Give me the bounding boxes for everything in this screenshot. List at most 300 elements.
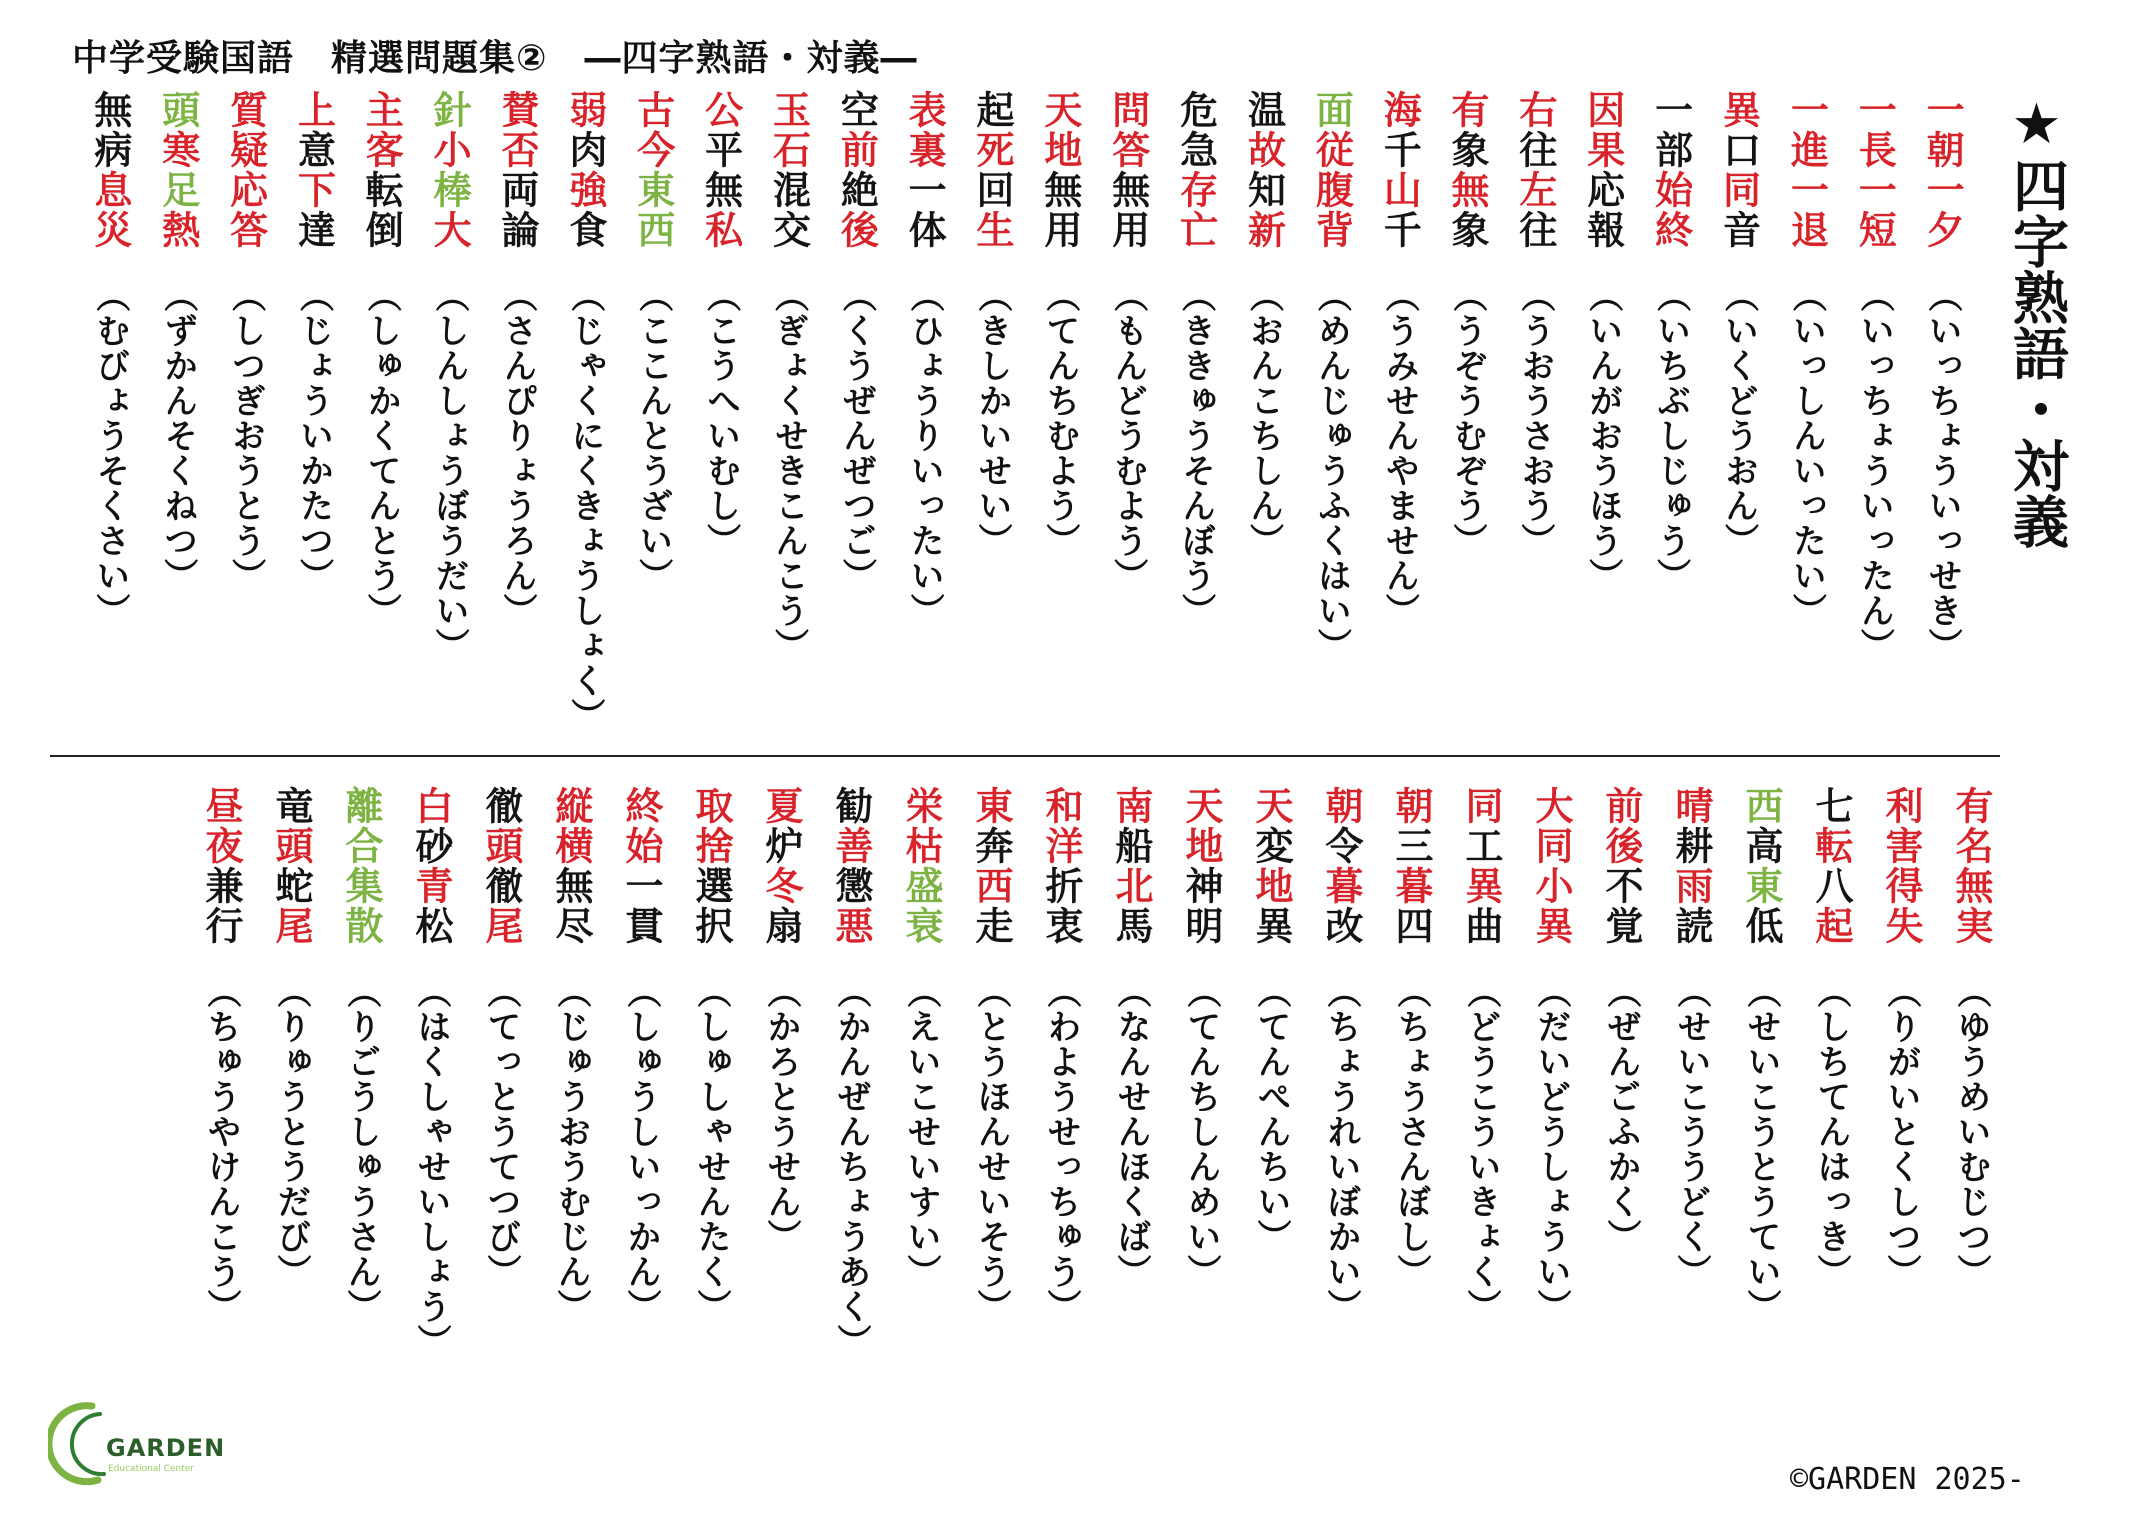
idiom-reading: （いちぶしじゅう） xyxy=(1650,278,1691,593)
idiom-char: 八 xyxy=(1809,866,1853,906)
idiom-word xyxy=(1741,786,1781,946)
idiom-char: 有 xyxy=(1445,90,1490,130)
idiom-char: 盛 xyxy=(899,866,943,906)
idiom-char: 地 xyxy=(1179,826,1223,866)
idiom-entry xyxy=(619,90,687,670)
idiom-reading: （さんぴりょうろん） xyxy=(497,278,538,628)
idiom-char: 択 xyxy=(689,906,733,946)
idiom-word xyxy=(1105,90,1150,250)
idiom-word xyxy=(1784,90,1829,250)
idiom-char: 白 xyxy=(409,786,453,826)
idiom-word xyxy=(271,786,311,946)
idiom-entry xyxy=(186,786,256,1324)
idiom-char: 衰 xyxy=(899,906,943,946)
idiom-char: 転 xyxy=(1809,826,1853,866)
idiom-reading: （せいこううどく） xyxy=(1671,974,1711,1289)
idiom-reading: （もんどうむよう） xyxy=(1107,278,1148,593)
idiom-char: 上 xyxy=(291,90,336,130)
idiom-char: 洋 xyxy=(1039,826,1083,866)
idiom-char: 徹 xyxy=(479,866,523,906)
idiom-word xyxy=(562,90,607,250)
idiom-char: 前 xyxy=(1599,786,1643,826)
idiom-char: 危 xyxy=(1173,90,1218,130)
idiom-char: 平 xyxy=(698,130,743,170)
idiom-entry xyxy=(1094,90,1162,670)
idiom-char: 選 xyxy=(689,866,733,906)
idiom-char: 覚 xyxy=(1599,906,1643,946)
idiom-reading: （なんせんほくば） xyxy=(1111,974,1151,1289)
idiom-word xyxy=(1309,90,1354,250)
idiom-char: 腹 xyxy=(1309,170,1354,210)
idiom-char: 得 xyxy=(1879,866,1923,906)
idiom-char: 災 xyxy=(87,210,132,250)
idiom-entry xyxy=(1908,90,1976,670)
idiom-word xyxy=(1241,90,1286,250)
idiom-char: 一 xyxy=(1648,90,1693,130)
idiom-char: 松 xyxy=(409,906,453,946)
idiom-char: 口 xyxy=(1716,130,1761,170)
idiom-reading: （むびょうそくさい） xyxy=(89,278,130,628)
idiom-entry xyxy=(1162,90,1230,670)
idiom-char: 七 xyxy=(1809,786,1853,826)
idiom-char: 東 xyxy=(630,170,675,210)
idiom-char: 部 xyxy=(1648,130,1693,170)
idiom-char: 実 xyxy=(1949,906,1993,946)
idiom-char: 南 xyxy=(1109,786,1153,826)
idiom-word xyxy=(831,786,871,946)
idiom-char: 扇 xyxy=(759,906,803,946)
idiom-entry xyxy=(1297,90,1365,670)
idiom-char: 質 xyxy=(223,90,268,130)
idiom-char: 知 xyxy=(1241,170,1286,210)
idiom-char: 用 xyxy=(1105,210,1150,250)
idiom-char: 空 xyxy=(834,90,879,130)
idiom-char: 往 xyxy=(1512,130,1557,170)
idiom-char: 交 xyxy=(766,210,811,250)
idiom-word xyxy=(341,786,381,946)
idiom-char: 集 xyxy=(339,866,383,906)
idiom-char: 低 xyxy=(1739,906,1783,946)
idiom-entry xyxy=(816,786,886,1359)
idiom-reading: （めんじゅうふくはい） xyxy=(1311,278,1352,663)
idiom-word xyxy=(359,90,404,250)
idiom-entry xyxy=(1026,786,1096,1324)
idiom-char: 同 xyxy=(1459,786,1503,826)
idiom-char: 無 xyxy=(1949,866,1993,906)
idiom-entry xyxy=(1936,786,2006,1306)
idiom-char: 昼 xyxy=(199,786,243,826)
idiom-reading: （てんぺんちい） xyxy=(1251,974,1291,1254)
idiom-char: 西 xyxy=(1739,786,1783,826)
idiom-char: 頭 xyxy=(479,826,523,866)
idiom-reading: （おんこちしん） xyxy=(1243,278,1284,558)
idiom-reading: （しゅうしいっかん） xyxy=(621,974,661,1324)
idiom-char: 強 xyxy=(562,170,607,210)
idiom-entry xyxy=(1230,90,1298,670)
idiom-word xyxy=(971,786,1011,946)
idiom-reading: （てんちむよう） xyxy=(1039,278,1080,558)
idiom-char: 有 xyxy=(1949,786,1993,826)
idiom-entry xyxy=(687,90,755,670)
idiom-word xyxy=(1321,786,1361,946)
idiom-entry xyxy=(415,90,483,670)
idiom-char: 一 xyxy=(1920,170,1965,210)
idiom-entry xyxy=(1726,786,1796,1324)
idiom-char: 象 xyxy=(1445,130,1490,170)
idiom-char: 短 xyxy=(1852,210,1897,250)
idiom-entry xyxy=(212,90,280,670)
idiom-char: 西 xyxy=(969,866,1013,906)
idiom-char: 左 xyxy=(1512,170,1557,210)
idiom-entry xyxy=(1166,786,1236,1306)
idiom-reading: （りゅうとうだび） xyxy=(271,974,311,1289)
idiom-char: 同 xyxy=(1716,170,1761,210)
header-topic: ―四字熟語・対義― xyxy=(584,38,918,79)
idiom-char: 曲 xyxy=(1459,906,1503,946)
idiom-reading: （いっしんいったい） xyxy=(1786,278,1827,628)
idiom-entry xyxy=(1569,90,1637,670)
idiom-entry xyxy=(1586,786,1656,1306)
section-divider xyxy=(50,755,2000,757)
idiom-char: 天 xyxy=(1249,786,1293,826)
idiom-char: 北 xyxy=(1109,866,1153,906)
idiom-word xyxy=(621,786,661,946)
idiom-reading: （りごうしゅうさん） xyxy=(341,974,381,1324)
idiom-char: 棒 xyxy=(427,170,472,210)
idiom-reading: （ゆうめいむじつ） xyxy=(1951,974,1991,1289)
idiom-char: 転 xyxy=(359,170,404,210)
idiom-entry xyxy=(396,786,466,1359)
idiom-entry xyxy=(1096,786,1166,1306)
idiom-char: 山 xyxy=(1377,170,1422,210)
idiom-char: 果 xyxy=(1580,130,1625,170)
idiom-entry xyxy=(1516,786,1586,1324)
idiom-char: 取 xyxy=(689,786,733,826)
idiom-char: 死 xyxy=(970,130,1015,170)
idiom-char: 報 xyxy=(1580,210,1625,250)
idiom-word xyxy=(1173,90,1218,250)
idiom-entry xyxy=(1796,786,1866,1306)
idiom-char: 石 xyxy=(766,130,811,170)
idiom-char: 疑 xyxy=(223,130,268,170)
idiom-char: 東 xyxy=(1739,866,1783,906)
idiom-reading: （ちゅうやけんこう） xyxy=(201,974,241,1324)
idiom-char: 急 xyxy=(1173,130,1218,170)
idiom-word xyxy=(551,786,591,946)
idiom-char: 下 xyxy=(291,170,336,210)
idiom-char: 始 xyxy=(619,826,663,866)
idiom-char: 起 xyxy=(1809,906,1853,946)
idiom-row-upper xyxy=(76,90,1976,733)
idiom-char: 一 xyxy=(1784,170,1829,210)
idiom-char: 勧 xyxy=(829,786,873,826)
idiom-reading: （どうこういきょく） xyxy=(1461,974,1501,1324)
idiom-char: 暮 xyxy=(1389,866,1433,906)
idiom-char: 懲 xyxy=(829,866,873,906)
idiom-char: 小 xyxy=(1529,866,1573,906)
idiom-char: 私 xyxy=(698,210,743,250)
idiom-word xyxy=(1377,90,1422,250)
idiom-char: 古 xyxy=(630,90,675,130)
idiom-word xyxy=(1811,786,1851,946)
idiom-reading: （いくどうおん） xyxy=(1718,278,1759,558)
idiom-entry xyxy=(280,90,348,670)
idiom-char: 明 xyxy=(1179,906,1223,946)
idiom-char: 無 xyxy=(1445,170,1490,210)
idiom-word xyxy=(1580,90,1625,250)
idiom-char: 砂 xyxy=(409,826,453,866)
idiom-reading: （ぜんごふかく） xyxy=(1601,974,1641,1254)
idiom-char: 異 xyxy=(1716,90,1761,130)
idiom-char: 温 xyxy=(1241,90,1286,130)
idiom-char: 主 xyxy=(359,90,404,130)
idiom-char: 縦 xyxy=(549,786,593,826)
idiom-char: 不 xyxy=(1599,866,1643,906)
idiom-char: 異 xyxy=(1459,866,1503,906)
idiom-char: 天 xyxy=(1037,90,1082,130)
idiom-entry xyxy=(1656,786,1726,1306)
idiom-char: 食 xyxy=(562,210,607,250)
idiom-word xyxy=(1648,90,1693,250)
idiom-reading: （しゅかくてんとう） xyxy=(361,278,402,628)
idiom-char: 天 xyxy=(1179,786,1223,826)
idiom-entry xyxy=(746,786,816,1306)
idiom-char: 賛 xyxy=(495,90,540,130)
idiom-char: 一 xyxy=(1852,170,1897,210)
idiom-word xyxy=(155,90,200,250)
idiom-entry xyxy=(466,786,536,1306)
idiom-entry xyxy=(956,786,1026,1324)
idiom-char: 変 xyxy=(1249,826,1293,866)
idiom-char: 蛇 xyxy=(269,866,313,906)
idiom-char: 炉 xyxy=(759,826,803,866)
idiom-char: 玉 xyxy=(766,90,811,130)
idiom-reading: （いっちょういっせき） xyxy=(1922,278,1963,663)
idiom-word xyxy=(427,90,472,250)
idiom-char: 雨 xyxy=(1669,866,1713,906)
idiom-entry xyxy=(347,90,415,670)
idiom-char: 起 xyxy=(970,90,1015,130)
idiom-char: 右 xyxy=(1512,90,1557,130)
idiom-char: 尾 xyxy=(269,906,313,946)
idiom-char: 一 xyxy=(902,170,947,210)
idiom-char: 四 xyxy=(1389,906,1433,946)
idiom-char: 小 xyxy=(427,130,472,170)
idiom-word xyxy=(1037,90,1082,250)
idiom-char: 音 xyxy=(1716,210,1761,250)
idiom-word xyxy=(1111,786,1151,946)
idiom-char: 工 xyxy=(1459,826,1503,866)
idiom-char: 否 xyxy=(495,130,540,170)
idiom-row-lower xyxy=(106,786,2006,1359)
idiom-char: 無 xyxy=(1105,170,1150,210)
idiom-char: 亡 xyxy=(1173,210,1218,250)
idiom-char: 合 xyxy=(339,826,383,866)
idiom-entry xyxy=(1433,90,1501,670)
idiom-reading: （ぎょくせきこんこう） xyxy=(768,278,809,663)
idiom-word xyxy=(1461,786,1501,946)
idiom-reading: （とうほんせいそう） xyxy=(971,974,1011,1324)
idiom-char: 馬 xyxy=(1109,906,1153,946)
idiom-reading: （ひょうりいったい） xyxy=(904,278,945,628)
idiom-char: 失 xyxy=(1879,906,1923,946)
idiom-char: 害 xyxy=(1879,826,1923,866)
idiom-char: 名 xyxy=(1949,826,1993,866)
idiom-entry xyxy=(1501,90,1569,670)
idiom-char: 論 xyxy=(495,210,540,250)
idiom-word xyxy=(902,90,947,250)
header-title: 中学受験国語 xyxy=(72,38,295,79)
idiom-char: 今 xyxy=(630,130,675,170)
idiom-reading: （ここんとうざい） xyxy=(632,278,673,593)
idiom-char: 表 xyxy=(902,90,947,130)
idiom-reading: （こうへいむし） xyxy=(700,278,741,558)
idiom-entry xyxy=(536,786,606,1324)
idiom-char: 針 xyxy=(427,90,472,130)
page-header xyxy=(72,30,918,80)
idiom-char: 走 xyxy=(969,906,1013,946)
idiom-word xyxy=(1041,786,1081,946)
idiom-char: 大 xyxy=(427,210,472,250)
idiom-char: 足 xyxy=(155,170,200,210)
idiom-char: 地 xyxy=(1249,866,1293,906)
idiom-char: 問 xyxy=(1105,90,1150,130)
idiom-reading: （しちてんはっき） xyxy=(1811,974,1851,1289)
idiom-word xyxy=(1512,90,1557,250)
idiom-char: 一 xyxy=(1920,90,1965,130)
idiom-char: 耕 xyxy=(1669,826,1713,866)
idiom-entry xyxy=(1866,786,1936,1306)
idiom-char: 散 xyxy=(339,906,383,946)
idiom-entry xyxy=(1026,90,1094,670)
idiom-reading: （かろとうせん） xyxy=(761,974,801,1254)
idiom-char: 千 xyxy=(1377,210,1422,250)
idiom-reading: （じゃくにくきょうしょく） xyxy=(564,278,605,733)
idiom-entry xyxy=(958,90,1026,670)
idiom-word xyxy=(1951,786,1991,946)
idiom-char: 生 xyxy=(970,210,1015,250)
idiom-word xyxy=(1531,786,1571,946)
idiom-char: 横 xyxy=(549,826,593,866)
idiom-char: 無 xyxy=(1037,170,1082,210)
idiom-entry xyxy=(822,90,890,670)
idiom-reading: （ちょうさんぼし） xyxy=(1391,974,1431,1289)
idiom-word xyxy=(1881,786,1921,946)
idiom-word xyxy=(1716,90,1761,250)
idiom-entry xyxy=(1236,786,1306,1306)
idiom-char: 貫 xyxy=(619,906,663,946)
idiom-reading: （りがいとくしつ） xyxy=(1881,974,1921,1289)
idiom-word xyxy=(291,90,336,250)
idiom-reading: （ちょうれいぼかい） xyxy=(1321,974,1361,1324)
idiom-char: 同 xyxy=(1529,826,1573,866)
idiom-char: 神 xyxy=(1179,866,1223,906)
idiom-entry xyxy=(606,786,676,1324)
logo-text: GARDEN xyxy=(106,1434,226,1462)
idiom-char: 徹 xyxy=(479,786,523,826)
idiom-reading: （しゅしゃせんたく） xyxy=(691,974,731,1324)
idiom-char: 前 xyxy=(834,130,879,170)
idiom-char: 一 xyxy=(1784,90,1829,130)
idiom-word xyxy=(766,90,811,250)
idiom-char: 地 xyxy=(1037,130,1082,170)
idiom-char: 意 xyxy=(291,130,336,170)
idiom-word xyxy=(630,90,675,250)
idiom-reading: （しんしょうぼうだい） xyxy=(429,278,470,663)
idiom-reading: （わようせっちゅう） xyxy=(1041,974,1081,1324)
idiom-word xyxy=(834,90,879,250)
idiom-char: 大 xyxy=(1529,786,1573,826)
idiom-reading: （いっちょういったん） xyxy=(1854,278,1895,663)
idiom-word xyxy=(698,90,743,250)
idiom-entry xyxy=(1446,786,1516,1324)
idiom-word xyxy=(1920,90,1965,250)
idiom-char: 朝 xyxy=(1319,786,1363,826)
idiom-char: 答 xyxy=(1105,130,1150,170)
idiom-entry xyxy=(76,90,144,670)
idiom-entry xyxy=(144,90,212,670)
idiom-reading: （くうぜんぜつご） xyxy=(836,278,877,593)
idiom-word xyxy=(1601,786,1641,946)
idiom-char: 栄 xyxy=(899,786,943,826)
idiom-entry xyxy=(551,90,619,733)
idiom-char: 異 xyxy=(1249,906,1293,946)
idiom-word xyxy=(201,786,241,946)
idiom-char: 病 xyxy=(87,130,132,170)
idiom-entry xyxy=(1772,90,1840,670)
idiom-char: 兼 xyxy=(199,866,243,906)
idiom-char: 冬 xyxy=(759,866,803,906)
idiom-word xyxy=(1391,786,1431,946)
idiom-char: 体 xyxy=(902,210,947,250)
idiom-char: 混 xyxy=(766,170,811,210)
idiom-char: 船 xyxy=(1109,826,1153,866)
idiom-char: 朝 xyxy=(1920,130,1965,170)
idiom-reading: （てっとうてつび） xyxy=(481,974,521,1289)
idiom-reading: （しつぎおうとう） xyxy=(225,278,266,593)
section-title: ★四字熟語・対義 xyxy=(2004,92,2069,549)
idiom-word xyxy=(901,786,941,946)
idiom-char: 捨 xyxy=(689,826,733,866)
idiom-reading: （えいこせいすい） xyxy=(901,974,941,1289)
idiom-char: 頭 xyxy=(155,90,200,130)
idiom-char: 用 xyxy=(1037,210,1082,250)
idiom-entry xyxy=(1376,786,1446,1306)
idiom-reading: （じょういかたつ） xyxy=(293,278,334,593)
idiom-reading: （きしかいせい） xyxy=(972,278,1013,558)
idiom-char: 長 xyxy=(1852,130,1897,170)
idiom-char: 暮 xyxy=(1319,866,1363,906)
idiom-char: 弱 xyxy=(562,90,607,130)
header-subtitle: 精選問題集② xyxy=(331,38,548,79)
idiom-char: 答 xyxy=(223,210,268,250)
idiom-char: 裏 xyxy=(902,130,947,170)
idiom-char: 故 xyxy=(1241,130,1286,170)
idiom-char: 奔 xyxy=(969,826,1013,866)
idiom-char: 応 xyxy=(223,170,268,210)
idiom-char: 衷 xyxy=(1039,906,1083,946)
idiom-word xyxy=(1445,90,1490,250)
idiom-reading: （てんちしんめい） xyxy=(1181,974,1221,1289)
idiom-word xyxy=(1852,90,1897,250)
idiom-word xyxy=(1181,786,1221,946)
idiom-char: 海 xyxy=(1377,90,1422,130)
idiom-char: 青 xyxy=(409,866,453,906)
idiom-char: 千 xyxy=(1377,130,1422,170)
idiom-entry xyxy=(1705,90,1773,670)
idiom-char: 三 xyxy=(1389,826,1433,866)
idiom-char: 背 xyxy=(1309,210,1354,250)
